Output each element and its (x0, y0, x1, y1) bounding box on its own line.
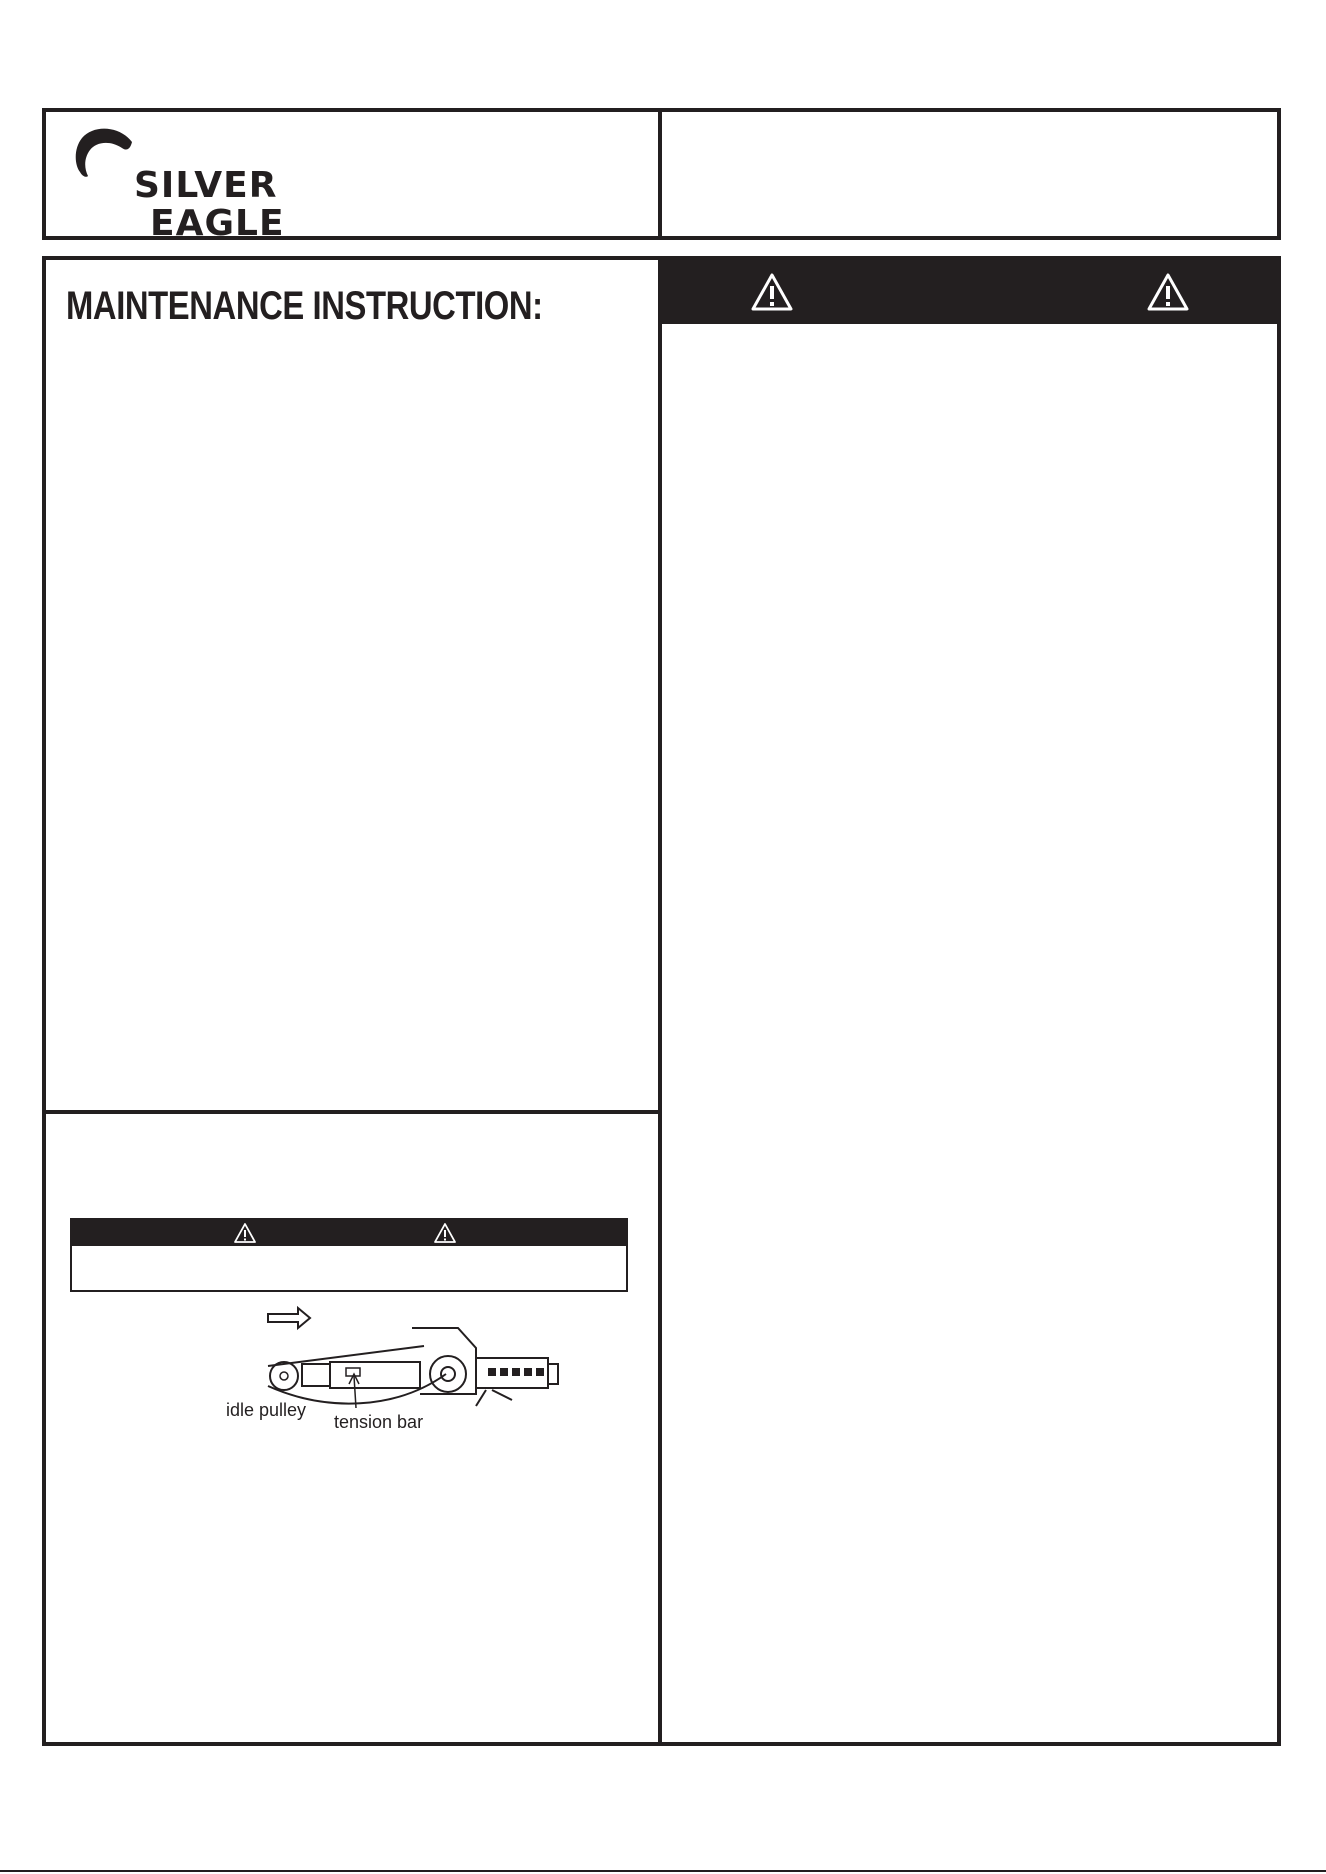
direction-arrow-icon (268, 1308, 310, 1328)
warning-triangle-icon (750, 272, 794, 312)
belt-sander-diagram (176, 1304, 576, 1434)
warning-triangle-icon (1146, 272, 1190, 312)
logo-line-1: SILVER (134, 165, 278, 206)
warning-section (658, 256, 1281, 1746)
eagle-head-icon (72, 124, 142, 204)
maintenance-section (42, 256, 662, 1114)
silver-eagle-logo (72, 124, 312, 244)
warning-triangle-icon (433, 1222, 457, 1244)
small-warning-box (70, 1218, 628, 1292)
idle-pulley-label: idle pulley (226, 1400, 307, 1420)
warning-header-bar (662, 260, 1277, 324)
header-logo-box (42, 108, 662, 244)
footer-rule (0, 1870, 1326, 1872)
belt-sander-drawing (176, 1304, 576, 1414)
warning-triangle-icon (233, 1222, 257, 1244)
maintenance-title: MAINTENANCE INSTRUCTION: (66, 284, 543, 328)
belt-section (42, 1110, 662, 1746)
logo-line-2: EAGLE (150, 203, 285, 244)
header-info-box (658, 108, 1281, 240)
small-warning-bar (72, 1220, 626, 1246)
tension-bar-label: tension bar (334, 1412, 424, 1432)
